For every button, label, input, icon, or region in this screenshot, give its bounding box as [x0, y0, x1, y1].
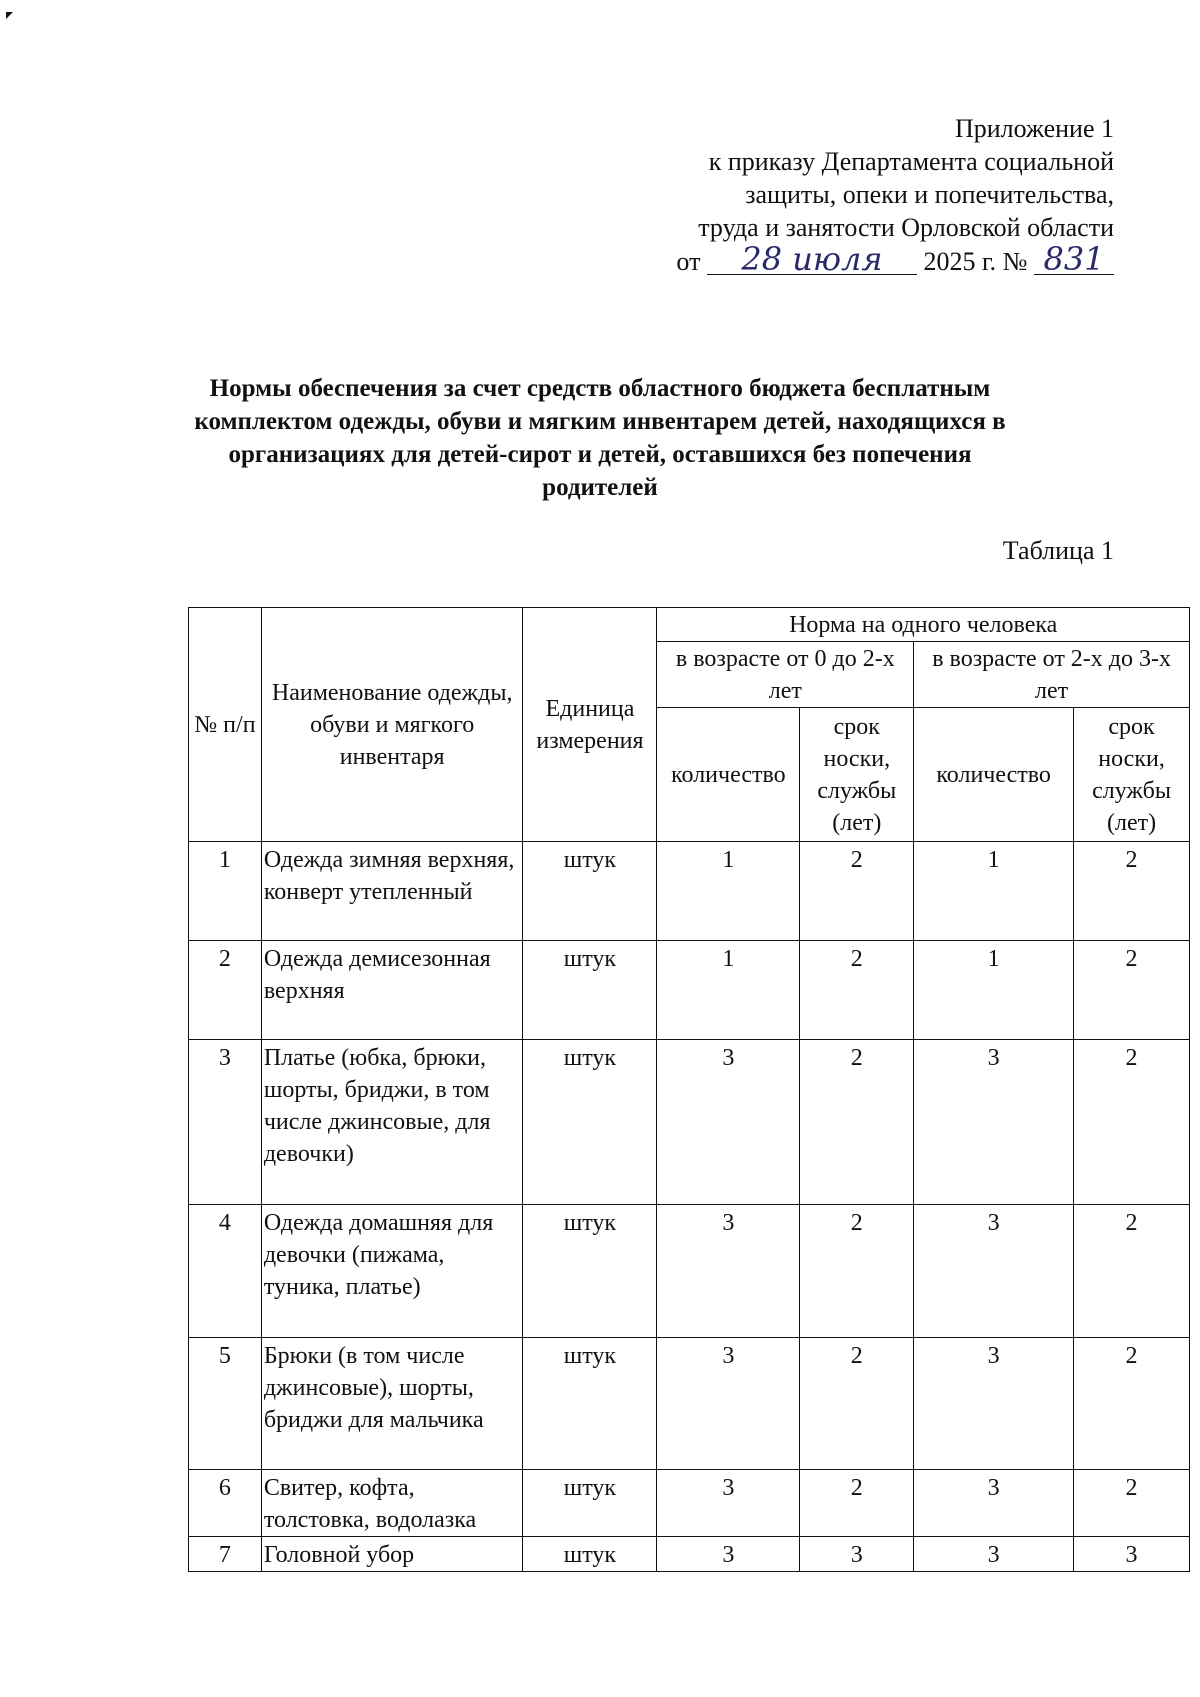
year-and-number-label: 2025 г. № — [923, 247, 1028, 276]
header-age-2-3: в возрасте от 2-х до 3-х лет — [914, 642, 1190, 708]
row-qty-2: 3 — [914, 1537, 1074, 1572]
row-qty-1: 3 — [657, 1040, 800, 1205]
handwritten-order-number: 831 — [1034, 244, 1114, 275]
handwritten-date: 28 июля — [707, 244, 917, 275]
row-name: Одежда домашняя для девочки (пижама, туника, платье) — [261, 1205, 523, 1338]
row-qty-1: 3 — [657, 1537, 800, 1572]
table-row — [189, 1537, 1190, 1572]
appendix-line-4: труда и занятости Орловской области — [698, 213, 1114, 242]
row-qty-2: 3 — [914, 1040, 1074, 1205]
row-term-1: 2 — [800, 1338, 914, 1470]
row-term-2: 2 — [1074, 842, 1190, 941]
row-term-2: 2 — [1074, 1040, 1190, 1205]
row-term-2: 2 — [1074, 1470, 1190, 1537]
appendix-date-line — [676, 240, 1114, 278]
row-qty-1: 1 — [657, 941, 800, 1040]
row-unit: штук — [523, 1537, 657, 1572]
row-num: 3 — [189, 1040, 262, 1205]
row-qty-1: 3 — [657, 1338, 800, 1470]
table-row — [189, 1040, 1190, 1205]
row-unit: штук — [523, 941, 657, 1040]
header-term-1: срок носки, службы (лет) — [800, 708, 914, 842]
date-prefix: от — [676, 247, 701, 276]
table-row — [189, 1470, 1190, 1537]
row-term-1: 2 — [800, 1205, 914, 1338]
table-row — [189, 1338, 1190, 1470]
row-num: 1 — [189, 842, 262, 941]
header-name: Наименование одежды, обуви и мягкого инвентаря — [261, 608, 523, 842]
row-name: Одежда демисезонная верхняя — [261, 941, 523, 1040]
row-qty-1: 3 — [657, 1470, 800, 1537]
row-term-1: 2 — [800, 1040, 914, 1205]
appendix-line-1: Приложение 1 — [954, 114, 1114, 143]
row-num: 6 — [189, 1470, 262, 1537]
row-name: Одежда зимняя верхняя, конверт утепленный — [261, 842, 523, 941]
norms-table — [188, 607, 1190, 1572]
table-row — [189, 1205, 1190, 1338]
row-term-1: 2 — [800, 941, 914, 1040]
header-qty-1: количество — [657, 708, 800, 842]
row-qty-1: 3 — [657, 1205, 800, 1338]
row-qty-1: 1 — [657, 842, 800, 941]
scan-corner-mark — [6, 12, 13, 19]
header-qty-2: количество — [914, 708, 1074, 842]
row-term-2: 2 — [1074, 1338, 1190, 1470]
row-num: 5 — [189, 1338, 262, 1470]
row-unit: штук — [523, 1470, 657, 1537]
appendix-line-3: защиты, опеки и попечительства, — [745, 180, 1114, 209]
row-name: Платье (юбка, брюки, шорты, бриджи, в том числе джинсовые, для девочки) — [261, 1040, 523, 1205]
row-unit: штук — [523, 1040, 657, 1205]
row-qty-2: 3 — [914, 1470, 1074, 1537]
row-term-1: 3 — [800, 1537, 914, 1572]
header-unit: Единица измерения — [523, 608, 657, 842]
row-num: 4 — [189, 1205, 262, 1338]
row-name: Головной убор — [261, 1537, 523, 1572]
row-term-1: 2 — [800, 842, 914, 941]
header-age-0-2: в возрасте от 0 до 2-х лет — [657, 642, 914, 708]
appendix-line-2: к приказу Департамента социальной — [708, 147, 1114, 176]
row-qty-2: 3 — [914, 1205, 1074, 1338]
row-num: 7 — [189, 1537, 262, 1572]
table-row — [189, 941, 1190, 1040]
appendix-header — [676, 112, 1114, 278]
row-qty-2: 3 — [914, 1338, 1074, 1470]
header-term-2: срок носки, службы (лет) — [1074, 708, 1190, 842]
row-unit: штук — [523, 1338, 657, 1470]
row-term-2: 3 — [1074, 1537, 1190, 1572]
row-qty-2: 1 — [914, 941, 1074, 1040]
row-name: Брюки (в том числе джинсовые), шорты, бриджи для мальчика — [261, 1338, 523, 1470]
row-term-1: 2 — [800, 1470, 914, 1537]
row-num: 2 — [189, 941, 262, 1040]
row-term-2: 2 — [1074, 941, 1190, 1040]
row-term-2: 2 — [1074, 1205, 1190, 1338]
row-unit: штук — [523, 842, 657, 941]
row-name: Свитер, кофта, толстовка, водолазка — [261, 1470, 523, 1537]
row-unit: штук — [523, 1205, 657, 1338]
document-title: Нормы обеспечения за счет средств областного бюджета бесплатным комплектом одежды, обуви и мягким инвентарем детей, находящихся в организациях для детей-сирот и детей, оставшихся без попечения родителей — [194, 375, 1006, 501]
row-qty-2: 1 — [914, 842, 1074, 941]
header-norm: Норма на одного человека — [657, 608, 1190, 642]
header-num: № п/п — [189, 608, 262, 842]
table-row — [189, 842, 1190, 941]
table-caption: Таблица 1 — [1002, 536, 1114, 565]
